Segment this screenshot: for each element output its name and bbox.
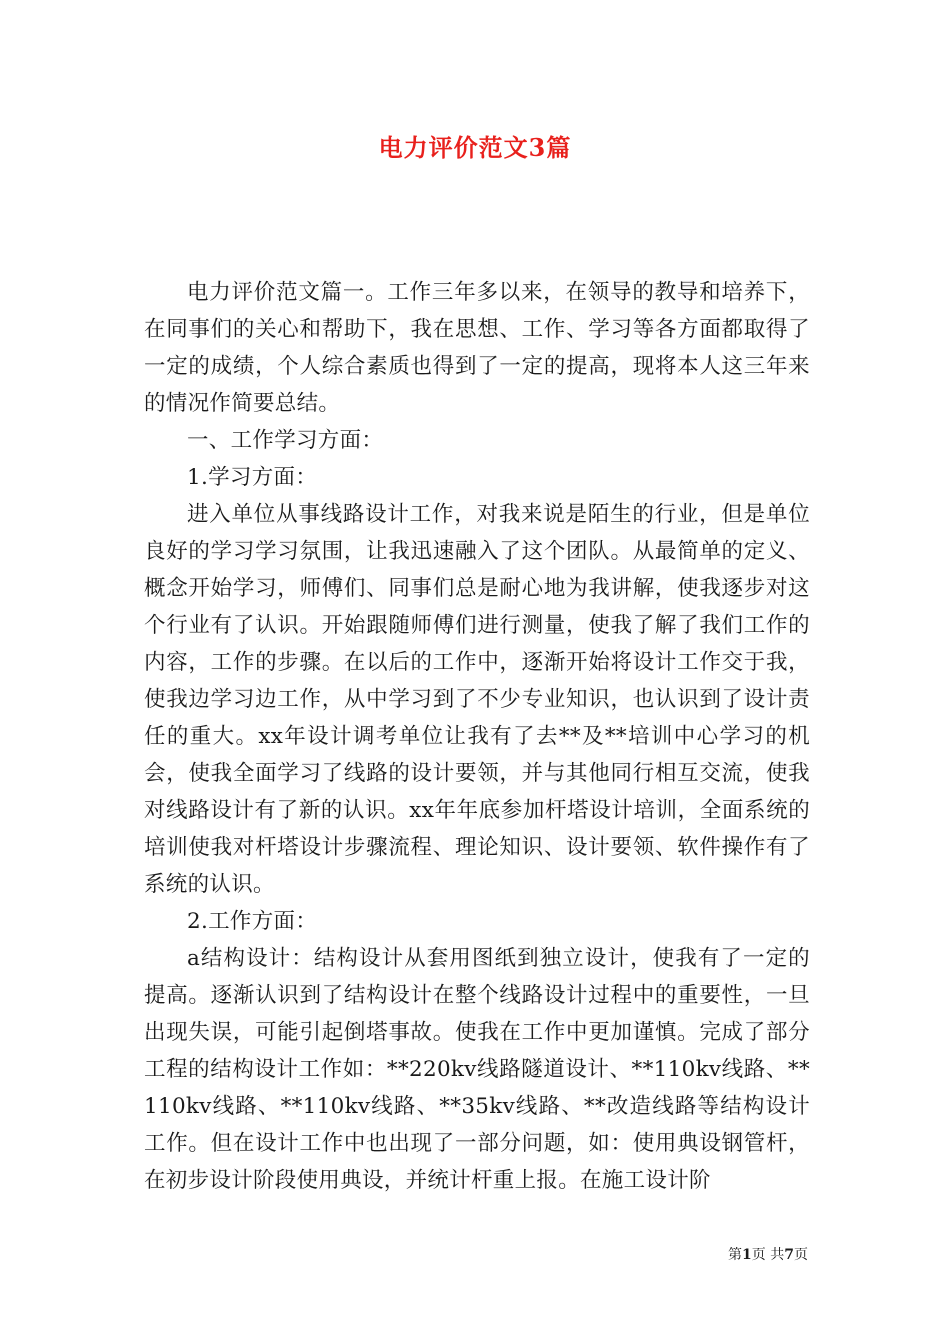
footer-current-page: 1 — [742, 1247, 752, 1263]
subheading-study: 1.学习方面： — [187, 465, 318, 490]
footer-total-pages: 7 — [784, 1247, 794, 1263]
footer-suffix: 页 — [794, 1247, 808, 1263]
paragraph-intro: 电力评价范文篇一。工作三年多以来，在领导的教导和培养下，在同事们的关心和帮助下，我在思想、工作、学习等各方面都取得了一定的成绩，个人综合素质也得到了一定的提高，现将本人这三年来的情况作简要总结。 — [144, 280, 810, 416]
footer-prefix: 第 — [728, 1247, 743, 1263]
footer-middle: 页 共 — [751, 1247, 785, 1263]
page-number-footer — [728, 1245, 808, 1265]
document-title: 电力评价范文3篇 — [378, 133, 572, 162]
subheading-work: 2.工作方面： — [187, 909, 318, 934]
section-heading-work-study: 一、工作学习方面： — [187, 428, 384, 453]
paragraph-study: 进入单位从事线路设计工作，对我来说是陌生的行业，但是单位良好的学习学习氛围，让我迅速融入了这个团队。从最简单的定义、概念开始学习，师傅们、同事们总是耐心地为我讲解，使我逐步对这个行业有了认识。开始跟随师傅们进行测量，使我了解了我们工作的内容，工作的步骤。在以后的工作中，逐渐开始将设计工作交于我，使我边学习边工作，从中学习到了不少专业知识，也认识到了设计责任的重大。xx年设计调考单位让我有了去**及**培训中心学习的机会，使我全面学习了线路的设计要领，并与其他同行相互交流，使我对线路设计有了新的认识。xx年年底参加杆塔设计培训，全面系统的培训使我对杆塔设计步骤流程、理论知识、设计要领、软件操作有了系统的认识。 — [144, 502, 810, 897]
paragraph-structure-design: a结构设计：结构设计从套用图纸到独立设计，使我有了一定的提高。逐渐认识到了结构设计在整个线路设计过程中的重要性，一旦出现失误，可能引起倒塔事故。使我在工作中更加谨慎。完成了部分工程的结构设计工作如：**220kv线路隧道设计、**110kv线路、**110kv线路、**110kv线路、**35kv线路、**改造线路等结构设计工作。但在设计工作中也出现了一部分问题，如：使用典设钢管杆，在初步设计阶段使用典设，并统计杆重上报。在施工设计阶 — [144, 946, 810, 1193]
document-body — [144, 274, 810, 1199]
